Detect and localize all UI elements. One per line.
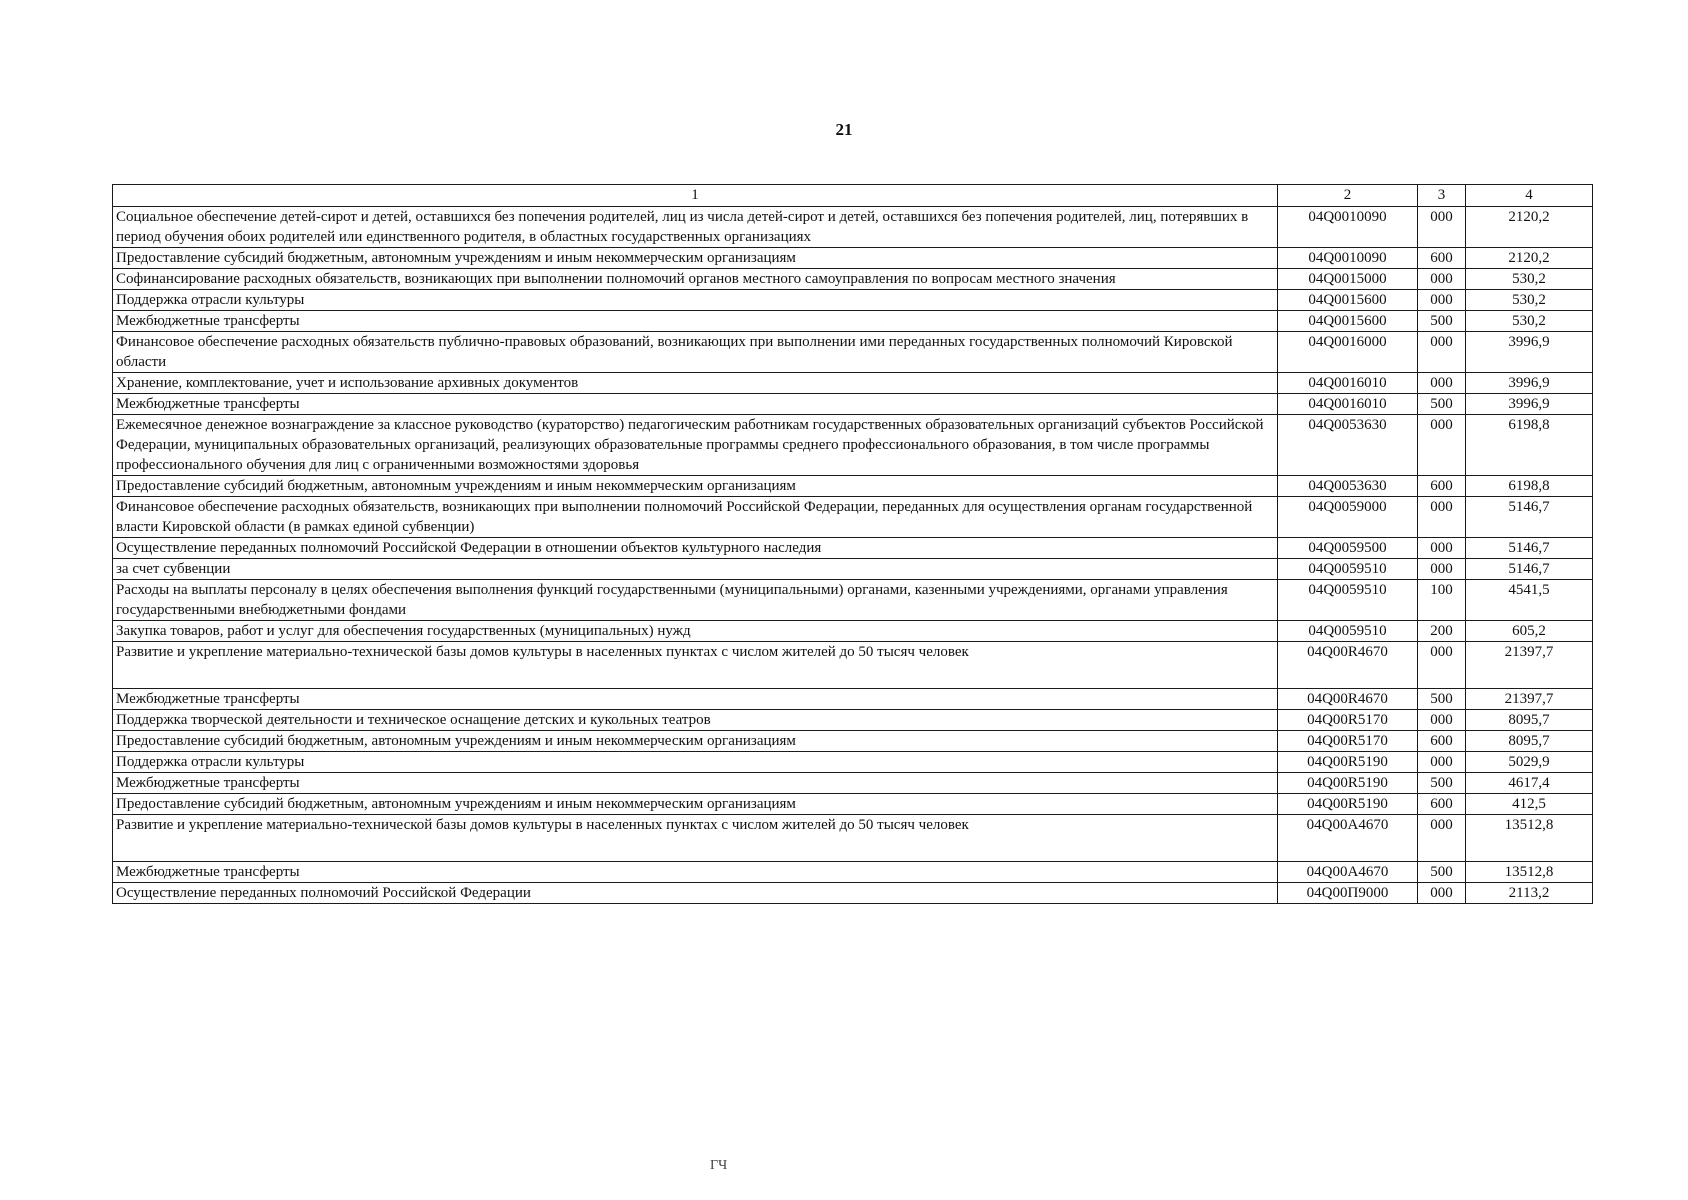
- table-row: [113, 580, 1593, 621]
- cell-type: 000: [1418, 538, 1466, 559]
- table-row: [113, 731, 1593, 752]
- cell-code: 04Q0015600: [1278, 290, 1418, 311]
- cell-name: Поддержка отрасли культуры: [113, 290, 1278, 311]
- cell-name: Межбюджетные трансферты: [113, 862, 1278, 883]
- budget-table: [112, 184, 1593, 904]
- cell-type: 200: [1418, 621, 1466, 642]
- cell-type: 500: [1418, 394, 1466, 415]
- table-row: [113, 497, 1593, 538]
- cell-name: Софинансирование расходных обязательств, возникающих при выполнении полномочий органов местного самоуправления по вопросам местного значения: [113, 269, 1278, 290]
- cell-name: Предоставление субсидий бюджетным, автономным учреждениям и иным некоммерческим организациям: [113, 476, 1278, 497]
- cell-sum: 8095,7: [1466, 710, 1593, 731]
- cell-type: 000: [1418, 815, 1466, 862]
- table-row: [113, 207, 1593, 248]
- cell-sum: 8095,7: [1466, 731, 1593, 752]
- cell-type: 000: [1418, 207, 1466, 248]
- cell-type: 500: [1418, 862, 1466, 883]
- cell-code: 04Q0016010: [1278, 373, 1418, 394]
- cell-code: 04Q0010090: [1278, 248, 1418, 269]
- cell-code: 04Q0053630: [1278, 476, 1418, 497]
- cell-sum: 4617,4: [1466, 773, 1593, 794]
- cell-type: 100: [1418, 580, 1466, 621]
- cell-code: 04Q0016010: [1278, 394, 1418, 415]
- cell-sum: 6198,8: [1466, 476, 1593, 497]
- cell-type: 000: [1418, 883, 1466, 904]
- cell-code: 04Q0059500: [1278, 538, 1418, 559]
- cell-code: 04Q0059510: [1278, 621, 1418, 642]
- cell-name: Предоставление субсидий бюджетным, автономным учреждениям и иным некоммерческим организациям: [113, 248, 1278, 269]
- cell-type: 600: [1418, 248, 1466, 269]
- header-col-name: 1: [113, 185, 1278, 207]
- cell-type: 000: [1418, 269, 1466, 290]
- cell-sum: 530,2: [1466, 290, 1593, 311]
- cell-code: 04Q00R5170: [1278, 731, 1418, 752]
- cell-sum: 5146,7: [1466, 538, 1593, 559]
- cell-name: Финансовое обеспечение расходных обязательств, возникающих при выполнении полномочий Российской Федерации, переданных для осуществления органам государственной власти Кировской области (в рамках единой субвенции): [113, 497, 1278, 538]
- table-row: [113, 332, 1593, 373]
- table-row: [113, 476, 1593, 497]
- cell-code: 04Q00П9000: [1278, 883, 1418, 904]
- cell-name: Предоставление субсидий бюджетным, автономным учреждениям и иным некоммерческим организациям: [113, 794, 1278, 815]
- cell-sum: 2120,2: [1466, 207, 1593, 248]
- cell-name: Социальное обеспечение детей-сирот и детей, оставшихся без попечения родителей, лиц из числа детей-сирот и детей, оставшихся без попечения родителей, лиц, потерявших в период обучения обоих родителей или единственного родителя, в областных государственных организациях: [113, 207, 1278, 248]
- cell-code: 04Q0010090: [1278, 207, 1418, 248]
- cell-sum: 13512,8: [1466, 862, 1593, 883]
- footer-mark: ГЧ: [710, 1158, 728, 1173]
- cell-name: Предоставление субсидий бюджетным, автономным учреждениям и иным некоммерческим организациям: [113, 731, 1278, 752]
- cell-code: 04Q00R5190: [1278, 794, 1418, 815]
- cell-code: 04Q0015000: [1278, 269, 1418, 290]
- table-row: [113, 290, 1593, 311]
- cell-code: 04Q00R5190: [1278, 773, 1418, 794]
- cell-name: Закупка товаров, работ и услуг для обеспечения государственных (муниципальных) нужд: [113, 621, 1278, 642]
- table-row: [113, 815, 1593, 862]
- cell-code: 04Q00A4670: [1278, 862, 1418, 883]
- page-number: 21: [835, 120, 853, 139]
- cell-type: 500: [1418, 773, 1466, 794]
- cell-type: 000: [1418, 290, 1466, 311]
- cell-sum: 2120,2: [1466, 248, 1593, 269]
- cell-type: 500: [1418, 311, 1466, 332]
- table-row: [113, 415, 1593, 476]
- cell-sum: 412,5: [1466, 794, 1593, 815]
- cell-type: 500: [1418, 689, 1466, 710]
- cell-sum: 5146,7: [1466, 497, 1593, 538]
- cell-name: Финансовое обеспечение расходных обязательств публично-правовых образований, возникающих при выполнении ими переданных государственных полномочий Кировской области: [113, 332, 1278, 373]
- cell-name: за счет субвенции: [113, 559, 1278, 580]
- cell-name: Межбюджетные трансферты: [113, 773, 1278, 794]
- cell-sum: 5029,9: [1466, 752, 1593, 773]
- cell-name: Осуществление переданных полномочий Российской Федерации: [113, 883, 1278, 904]
- table-body: [113, 207, 1593, 904]
- cell-sum: 530,2: [1466, 311, 1593, 332]
- cell-code: 04Q00R4670: [1278, 689, 1418, 710]
- cell-type: 600: [1418, 476, 1466, 497]
- cell-type: 000: [1418, 497, 1466, 538]
- cell-sum: 5146,7: [1466, 559, 1593, 580]
- header-col-sum: 4: [1466, 185, 1593, 207]
- cell-name: Ежемесячное денежное вознаграждение за классное руководство (кураторство) педагогическим работникам государственных образовательных организаций субъектов Российской Федерации, муниципальных образовательных организаций, реализующих образовательные программы среднего профессионального образования, в том числе программы профессионального обучения для лиц с ограниченными возможностями здоровья: [113, 415, 1278, 476]
- cell-name: Развитие и укрепление материально-технической базы домов культуры в населенных пунктах с числом жителей до 50 тысяч человек: [113, 642, 1278, 689]
- cell-sum: 2113,2: [1466, 883, 1593, 904]
- cell-code: 04Q0016000: [1278, 332, 1418, 373]
- table-row: [113, 621, 1593, 642]
- table-row: [113, 752, 1593, 773]
- table-row: [113, 862, 1593, 883]
- cell-type: 000: [1418, 332, 1466, 373]
- cell-name: Межбюджетные трансферты: [113, 394, 1278, 415]
- header-row: [113, 185, 1593, 207]
- table-row: [113, 642, 1593, 689]
- cell-name: Расходы на выплаты персоналу в целях обеспечения выполнения функций государственными (муниципальными) органами, казенными учреждениями, органами управления государственными внебюджетными фондами: [113, 580, 1278, 621]
- cell-name: Поддержка отрасли культуры: [113, 752, 1278, 773]
- cell-sum: 4541,5: [1466, 580, 1593, 621]
- cell-code: 04Q0015600: [1278, 311, 1418, 332]
- table-row: [113, 311, 1593, 332]
- cell-type: 000: [1418, 710, 1466, 731]
- cell-code: 04Q0053630: [1278, 415, 1418, 476]
- cell-code: 04Q00R5170: [1278, 710, 1418, 731]
- cell-sum: 3996,9: [1466, 394, 1593, 415]
- table-row: [113, 559, 1593, 580]
- cell-name: Хранение, комплектование, учет и использование архивных документов: [113, 373, 1278, 394]
- cell-sum: 3996,9: [1466, 332, 1593, 373]
- cell-code: 04Q00R4670: [1278, 642, 1418, 689]
- cell-type: 000: [1418, 373, 1466, 394]
- table-row: [113, 394, 1593, 415]
- cell-name: Межбюджетные трансферты: [113, 311, 1278, 332]
- cell-type: 000: [1418, 642, 1466, 689]
- cell-sum: 13512,8: [1466, 815, 1593, 862]
- table-row: [113, 538, 1593, 559]
- cell-code: 04Q0059510: [1278, 580, 1418, 621]
- header-col-type: 3: [1418, 185, 1466, 207]
- table-row: [113, 773, 1593, 794]
- cell-name: Осуществление переданных полномочий Российской Федерации в отношении объектов культурного наследия: [113, 538, 1278, 559]
- table-header: [113, 185, 1593, 207]
- cell-type: 600: [1418, 794, 1466, 815]
- cell-sum: 3996,9: [1466, 373, 1593, 394]
- cell-sum: 605,2: [1466, 621, 1593, 642]
- cell-type: 600: [1418, 731, 1466, 752]
- cell-sum: 6198,8: [1466, 415, 1593, 476]
- cell-sum: 21397,7: [1466, 642, 1593, 689]
- cell-type: 000: [1418, 559, 1466, 580]
- table-row: [113, 710, 1593, 731]
- cell-code: 04Q00R5190: [1278, 752, 1418, 773]
- cell-name: Межбюджетные трансферты: [113, 689, 1278, 710]
- cell-name: Поддержка творческой деятельности и техническое оснащение детских и кукольных театров: [113, 710, 1278, 731]
- cell-code: 04Q0059000: [1278, 497, 1418, 538]
- table-row: [113, 269, 1593, 290]
- cell-sum: 21397,7: [1466, 689, 1593, 710]
- table-row: [113, 883, 1593, 904]
- cell-type: 000: [1418, 415, 1466, 476]
- header-col-code: 2: [1278, 185, 1418, 207]
- table-row: [113, 794, 1593, 815]
- table-row: [113, 689, 1593, 710]
- cell-type: 000: [1418, 752, 1466, 773]
- cell-sum: 530,2: [1466, 269, 1593, 290]
- cell-code: 04Q00A4670: [1278, 815, 1418, 862]
- cell-code: 04Q0059510: [1278, 559, 1418, 580]
- table-row: [113, 373, 1593, 394]
- table-row: [113, 248, 1593, 269]
- cell-name: Развитие и укрепление материально-технической базы домов культуры в населенных пунктах с числом жителей до 50 тысяч человек: [113, 815, 1278, 862]
